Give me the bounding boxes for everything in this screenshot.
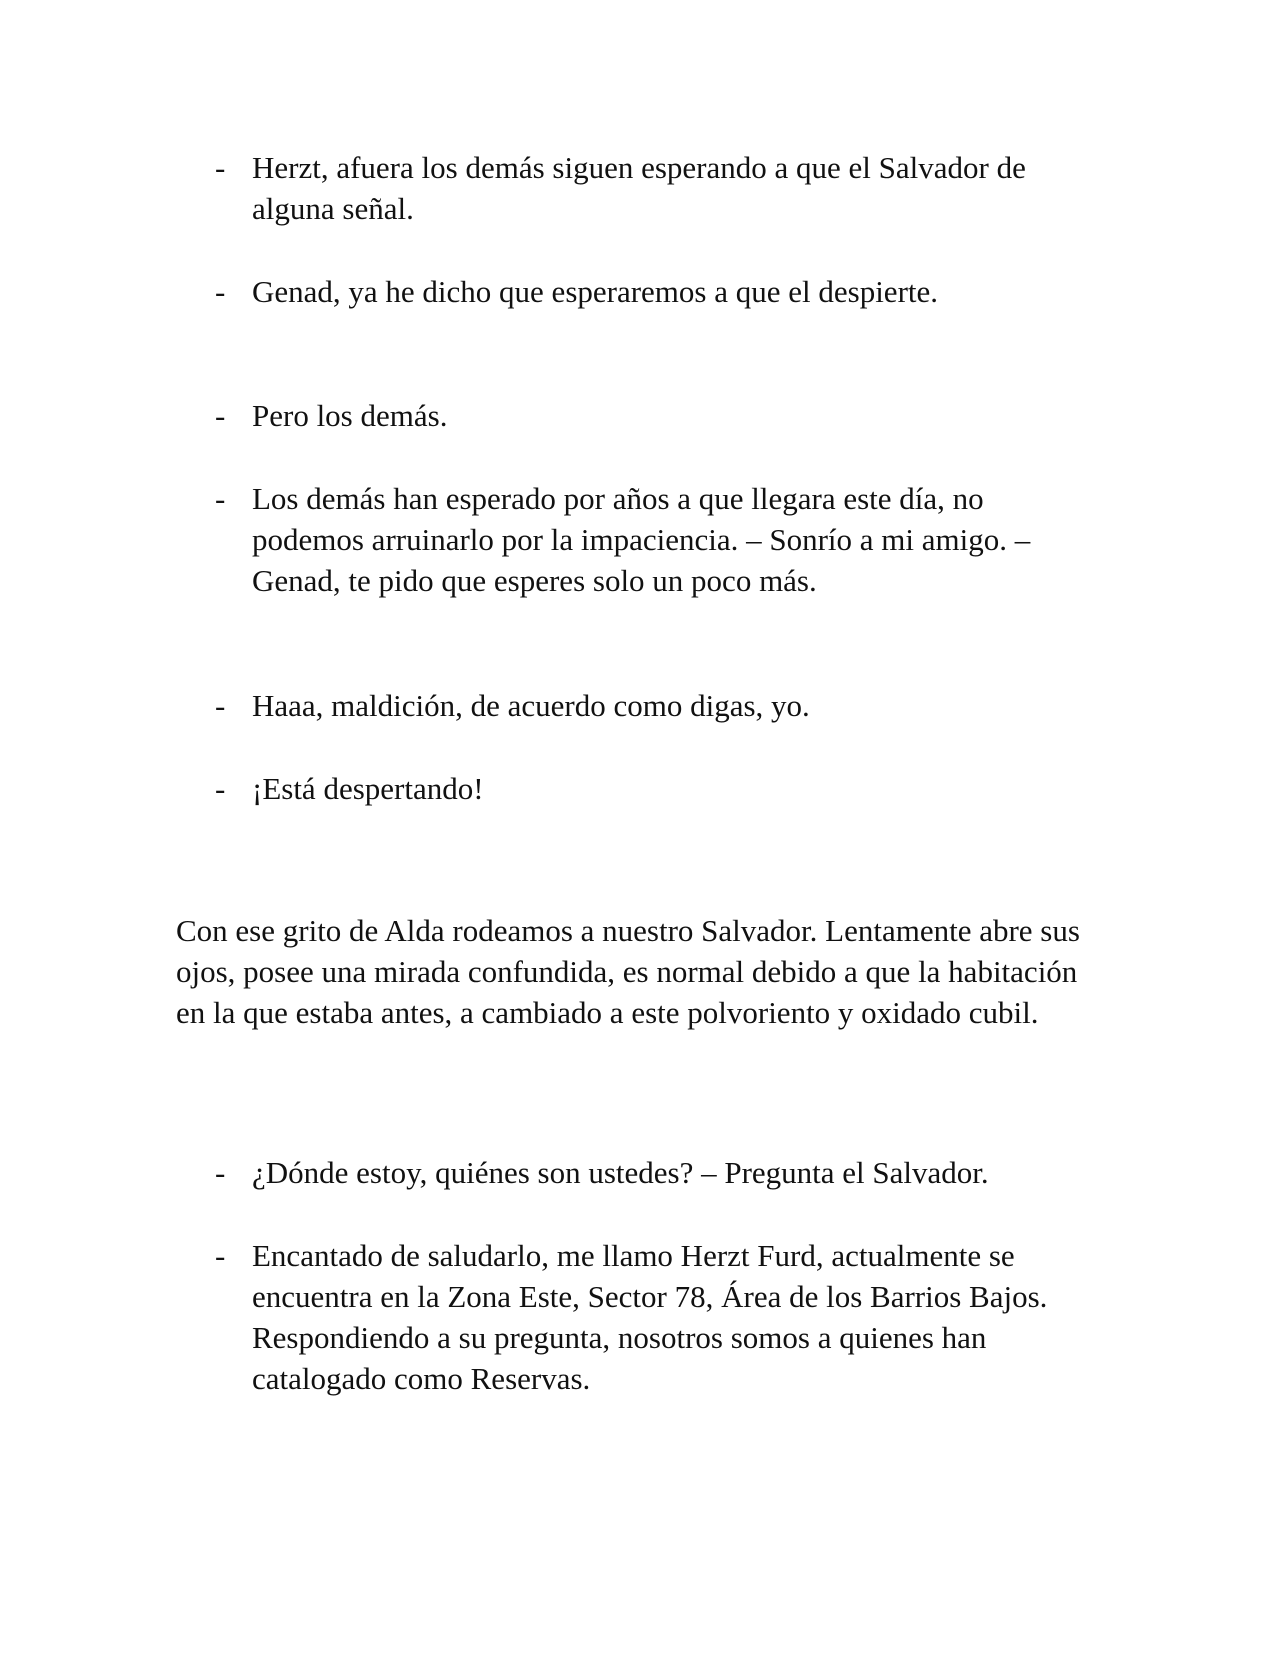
dialogue-text: Herzt, afuera los demás siguen esperando a que el Salvador de alguna señal. [252, 150, 1026, 226]
dialogue-text: Pero los demás. [252, 398, 448, 433]
dialogue-text: Haaa, maldición, de acuerdo como digas, yo. [252, 688, 810, 723]
dialogue-text: Genad, ya he dicho que esperaremos a que el despierte. [252, 274, 939, 309]
narrative-paragraph: Con ese grito de Alda rodeamos a nuestro Salvador. Lentamente abre sus ojos, posee una mirada confundida, es normal debido a que la habitación en la que estaba antes, a cambiado a este polvoriento y oxidado cubil. [176, 913, 1080, 1030]
dialogue-dash: - [215, 481, 226, 516]
dialogue-dash: - [215, 771, 226, 806]
dialogue-dash: - [215, 688, 226, 723]
dialogue-dash: - [215, 150, 226, 185]
dialogue-dash: - [215, 1155, 226, 1190]
dialogue-text: ¿Dónde estoy, quiénes son ustedes? – Pregunta el Salvador. [252, 1155, 989, 1190]
dialogue-text: Los demás han esperado por años a que llegara este día, no podemos arruinarlo por la impaciencia. – Sonrío a mi amigo. – Genad, te pido que esperes solo un poco más. [252, 481, 1031, 598]
dialogue-text: ¡Está despertando! [252, 771, 484, 806]
dialogue-dash: - [215, 398, 226, 433]
dialogue-dash: - [215, 1238, 226, 1273]
dialogue-text: Encantado de saludarlo, me llamo Herzt Furd, actualmente se encuentra en la Zona Este, Sector 78, Área de los Barrios Bajos. Respondiendo a su pregunta, nosotros somos a quienes han catalogado como Reservas. [252, 1238, 1048, 1396]
dialogue-dash: - [215, 274, 226, 309]
